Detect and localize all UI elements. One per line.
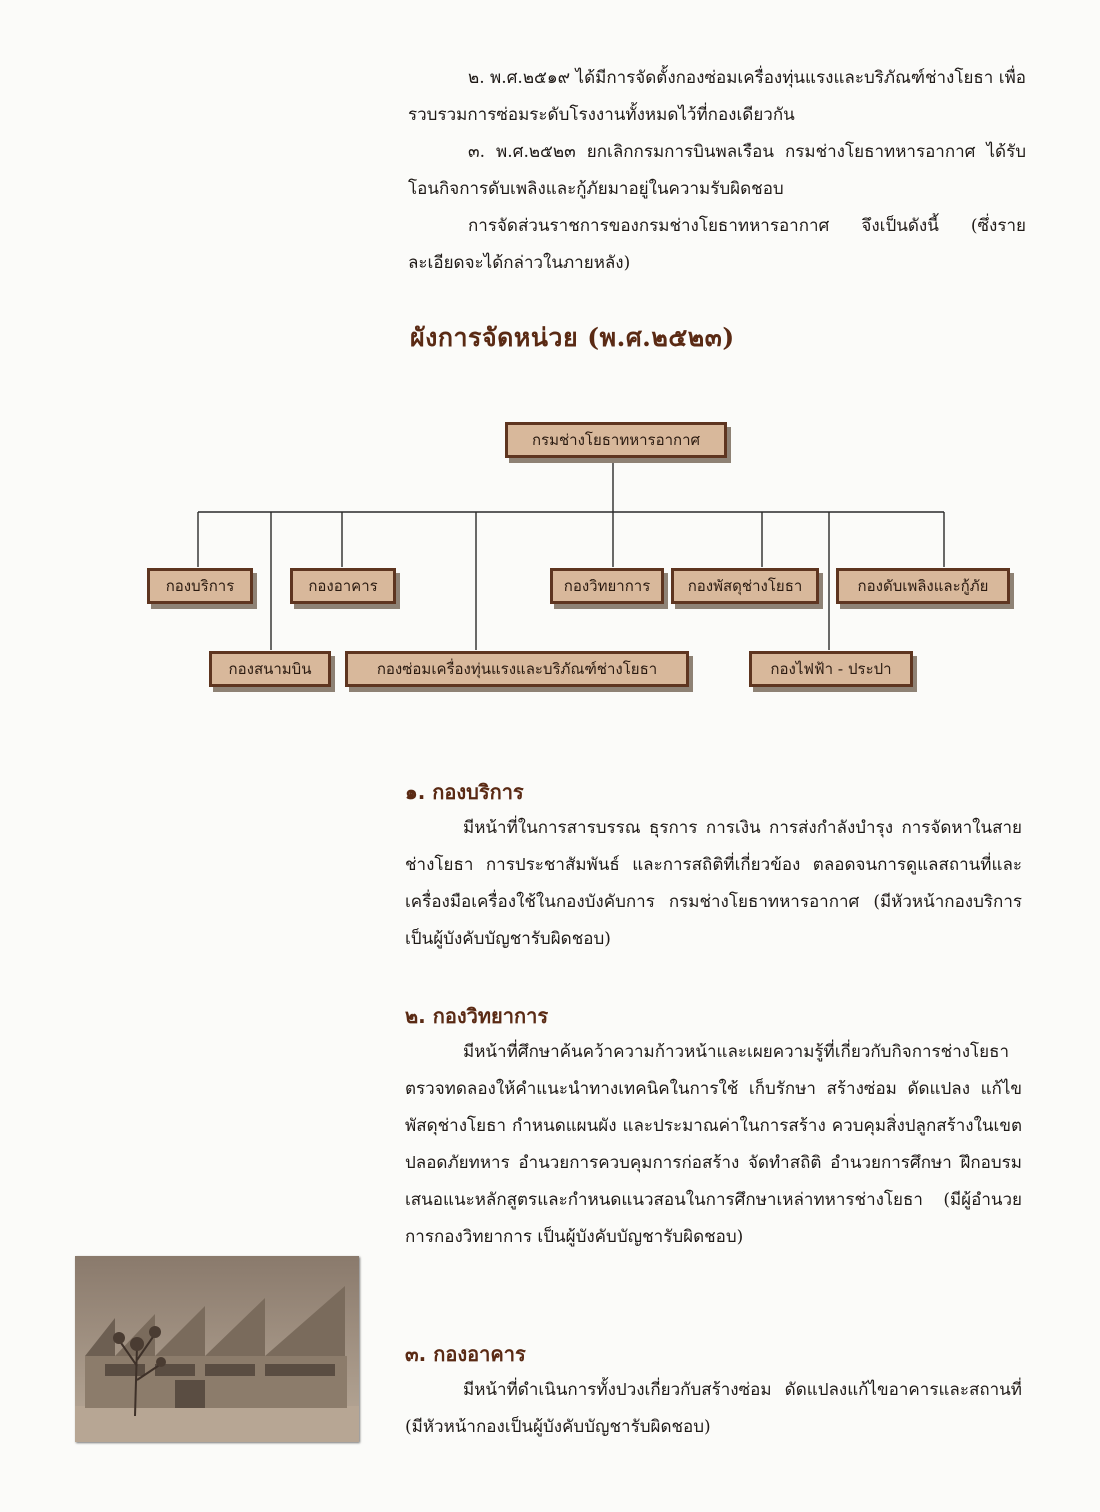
- org-box-academic: กองวิทยาการ: [550, 568, 664, 604]
- section-building: [405, 1338, 1022, 1446]
- section-body: มีหน้าที่ดำเนินการทั้งปวงเกี่ยวกับสร้างซ่อม ดัดแปลงแก้ไขอาคารและสถานที่ (มีหัวหน้ากองเป็นผู้บังคับบัญชารับผิดชอบ): [405, 1380, 1022, 1437]
- section-body: มีหน้าที่ในการสารบรรณ ธุรการ การเงิน การส่งกำลังบำรุง การจัดหาในสายช่างโยธา การประชาสัมพันธ์ และการสถิติที่เกี่ยวข้อง ตลอดจนการดูแลสถานที่และเครื่องมือเครื่องใช้ในกองบังคับการ กรมช่างโยธาทหารอากาศ (มีหัวหน้ากองบริการเป็นผู้บังคับบัญชารับผิดชอบ): [405, 818, 1022, 949]
- org-box-root: กรมช่างโยธาทหารอากาศ: [505, 422, 727, 458]
- intro-paragraph-4: การจัดส่วนราชการของกรมช่างโยธาทหารอากาศ จึงเป็นดังนี้ (ซึ่งรายละเอียดจะได้กล่าวในภายหลัง): [408, 216, 1026, 273]
- org-box-supply: กองพัสดุช่างโยธา: [671, 568, 819, 604]
- section-heading: ๓. กองอาคาร: [405, 1342, 526, 1366]
- section-body: มีหน้าที่ศึกษาค้นคว้าความก้าวหน้าและเผยความรู้ที่เกี่ยวกับกิจการช่างโยธา ตรวจทดลองให้คำแนะนำทางเทคนิคในการใช้ เก็บรักษา สร้างซ่อม ดัดแปลง แก้ไข พัสดุช่างโยธา กำหนดแผนผัง และประมาณค่าในการสร้าง ควบคุมสิ่งปลูกสร้างในเขตปลอดภัยทหาร อำนวยการควบคุมการก่อสร้าง จัดทำสถิติ อำนวยการศึกษา ฝึกอบรม เสนอแนะหลักสูตรและกำหนดแนวสอนในการศึกษาเหล่าทหารช่างโยธา (มีผู้อำนวยการกองวิทยาการ เป็นผู้บังคับบัญชารับผิดชอบ): [405, 1042, 1022, 1247]
- org-chart-title: ผังการจัดหน่วย (พ.ศ.๒๕๒๓): [410, 323, 735, 352]
- org-box-utility: กองไฟฟ้า - ประปา: [749, 651, 913, 687]
- org-box-service: กองบริการ: [147, 568, 253, 604]
- section-heading: ๑. กองบริการ: [405, 780, 524, 804]
- section-service: [405, 776, 1022, 958]
- section-academic: [405, 1000, 1022, 1256]
- intro-paragraph-2: ๒. พ.ศ.๒๕๑๙ ได้มีการจัดตั้งกองซ่อมเครื่องทุ่นแรงและบริภัณฑ์ช่างโยธา เพื่อรวบรวมการซ่อมระดับโรงงานทั้งหมดไว้ที่กองเดียวกัน: [408, 68, 1026, 125]
- hangar-photo: [75, 1256, 359, 1442]
- section-heading: ๒. กองวิทยาการ: [405, 1004, 549, 1028]
- intro-paragraph-3: ๓. พ.ศ.๒๕๒๓ ยกเลิกกรมการบินพลเรือน กรมช่างโยธาทหารอากาศ ได้รับโอนกิจการดับเพลิงและกู้ภัยมาอยู่ในความรับผิดชอบ: [408, 142, 1026, 199]
- org-box-building: กองอาคาร: [290, 568, 396, 604]
- org-box-repair: กองซ่อมเครื่องทุ่นแรงและบริภัณฑ์ช่างโยธา: [345, 651, 689, 687]
- org-box-fire: กองดับเพลิงและกู้ภัย: [836, 568, 1010, 604]
- org-box-airfield: กองสนามบิน: [209, 651, 331, 687]
